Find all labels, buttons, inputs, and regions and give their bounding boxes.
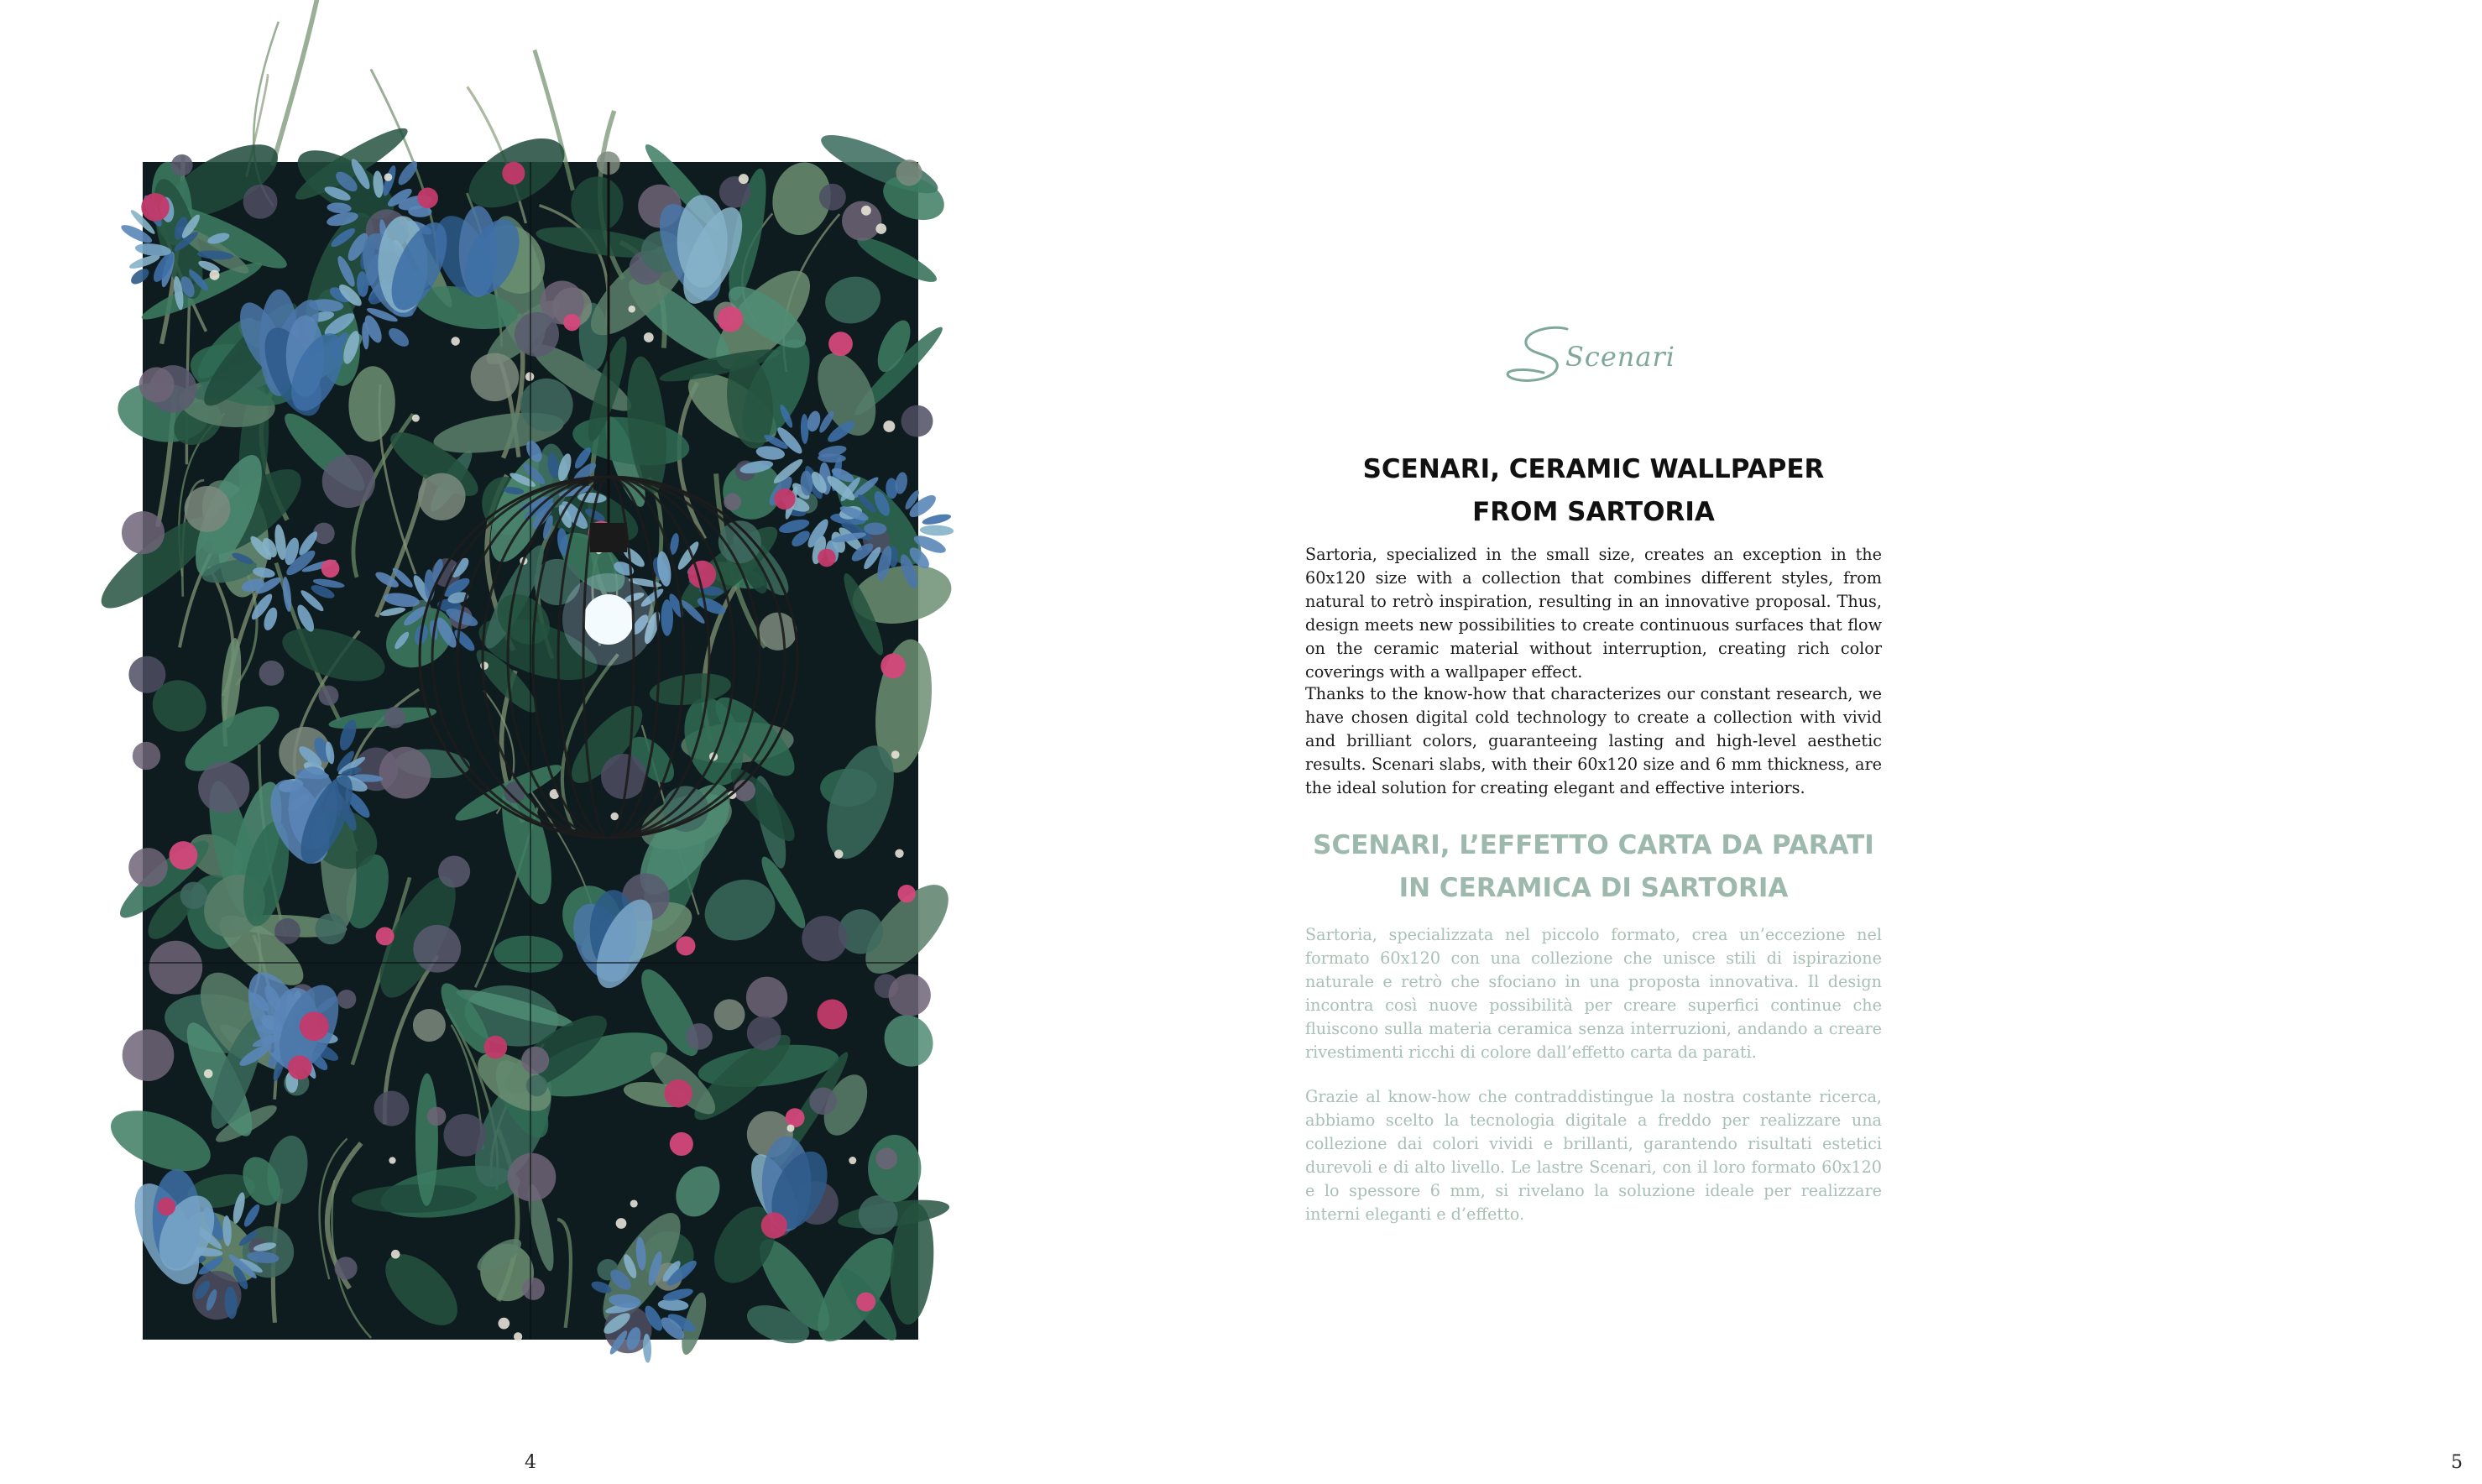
english-heading-line-2: FROM SARTORIA (1472, 497, 1715, 527)
page-number-right: 5 (2451, 1452, 2463, 1473)
english-paragraph-1: Sartoria, specialized in the small size, creates an exception in the 60x120 size with a collection that combines different styles, from natural to retrò inspiration, resulting in an innovative proposal. Thus, design meets new possibilities to create continuous surfaces that flow on the ceramic material without interruption, creating rich color coverings with a wallpaper effect. (1305, 545, 1882, 682)
left-page (0, 0, 1049, 1484)
page-number-left: 4 (525, 1452, 536, 1473)
italian-paragraph-2: Grazie al know-how che contraddistingue la nostra costante ricerca, abbiamo scelto la tecnologia digitale a freddo per realizzare una collezione dai colori vividi e brillanti, garantendo risultati estetici durevoli e di alto livello. Le lastre Scenari, con il loro formato 60x120 e lo spessore 6 mm, si rivelano la soluzione ideale per realizzare interni eleganti e d’effetto. (1305, 1087, 1882, 1224)
english-heading-line-1: SCENARI, CERAMIC WALLPAPER (1362, 454, 1825, 484)
scenari-logo (1502, 317, 1675, 401)
floral-wallpaper-image-icon (143, 162, 918, 1340)
english-paragraph-2: Thanks to the know-how that characterizes our constant research, we have chosen digital cold technology to create a collection with vivid and brilliant colors, guaranteeing lasting and high-level aesthetic results. Scenari slabs, with their 60x120 size and 6 mm thickness, are the ideal solution for creating elegant and effective interiors. (1305, 684, 1882, 797)
logo-text: Scenari (1565, 341, 1675, 373)
right-page (1049, 0, 2463, 1484)
wallpaper-photo (143, 162, 918, 1340)
italian-heading-line-2: IN CERAMICA DI SARTORIA (1398, 873, 1789, 903)
english-heading (1305, 448, 1882, 534)
italian-heading-line-1: SCENARI, L’EFFETTO CARTA DA PARATI (1313, 830, 1874, 860)
italian-paragraph-1: Sartoria, specializzata nel piccolo formato, crea un’eccezione nel formato 60x120 con una collezione che unisce stili di ispirazione naturale e retrò che sfociano in una proposta innovativa. Il design incontra così nuove possibilità per creare superfici continue che fluiscono sulla materia ceramica senza interruzioni, andando a creare rivestimenti ricchi di colore dall’effetto carta da parati. (1305, 925, 1882, 1062)
italian-heading (1305, 824, 1882, 910)
